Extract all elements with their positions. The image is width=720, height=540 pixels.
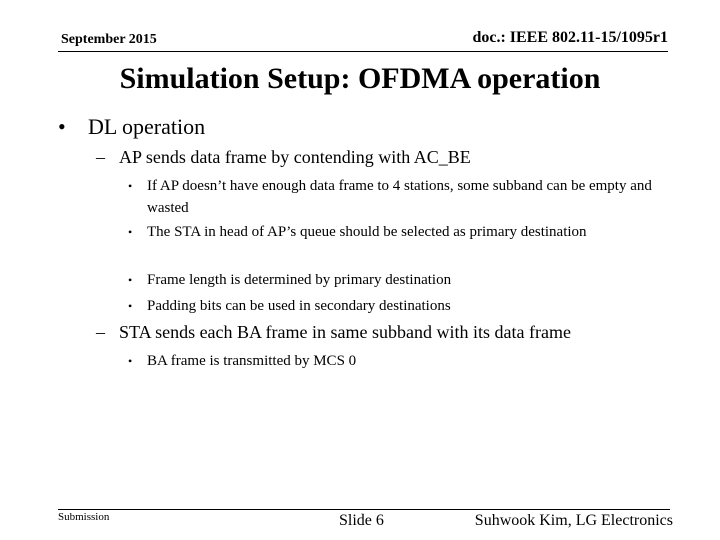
bullet-mark: • (128, 273, 133, 287)
subbullet-text: STA sends each BA frame in same subband with its data frame (119, 322, 571, 342)
bullet-mark: • (128, 225, 133, 239)
detail-text: BA frame is transmitted by MCS 0 (147, 353, 357, 369)
dash-mark: – (96, 147, 105, 167)
footer-submission: Submission (58, 511, 110, 523)
slide-title: Simulation Setup: OFDMA operation (119, 62, 601, 95)
header-date: September 2015 (61, 32, 157, 47)
subbullet-text: AP sends data frame by contending with AC_BE (119, 147, 471, 167)
detail-item (128, 175, 658, 219)
subbullet-ap-sends (96, 147, 471, 168)
detail-text: Padding bits can be used in secondary destinations (147, 298, 451, 314)
footer-author: Suhwook Kim, LG Electronics (474, 512, 673, 529)
bullet-text: DL operation (88, 114, 206, 139)
detail-item (128, 295, 658, 317)
detail-item (128, 221, 658, 243)
header-doc-id: doc.: IEEE 802.11-15/1095r1 (472, 29, 668, 46)
dash-mark: – (96, 322, 105, 342)
footer-slide-number: Slide 6 (339, 512, 384, 529)
detail-item (128, 269, 658, 291)
detail-text: If AP doesn’t have enough data frame to 4 stations, some subband can be empty and wasted (147, 178, 652, 216)
detail-text: Frame length is determined by primary destination (147, 272, 452, 288)
header-divider (58, 51, 668, 52)
bullet-mark: • (128, 299, 133, 313)
subbullet-sta-sends (96, 322, 571, 343)
footer-divider (58, 509, 670, 510)
bullet-dl-operation (58, 114, 205, 140)
detail-text: The STA in head of AP’s queue should be selected as primary destination (147, 224, 587, 240)
detail-item (128, 350, 658, 372)
bullet-mark: • (128, 179, 133, 193)
bullet-mark: • (58, 114, 66, 139)
bullet-mark: • (128, 354, 133, 368)
